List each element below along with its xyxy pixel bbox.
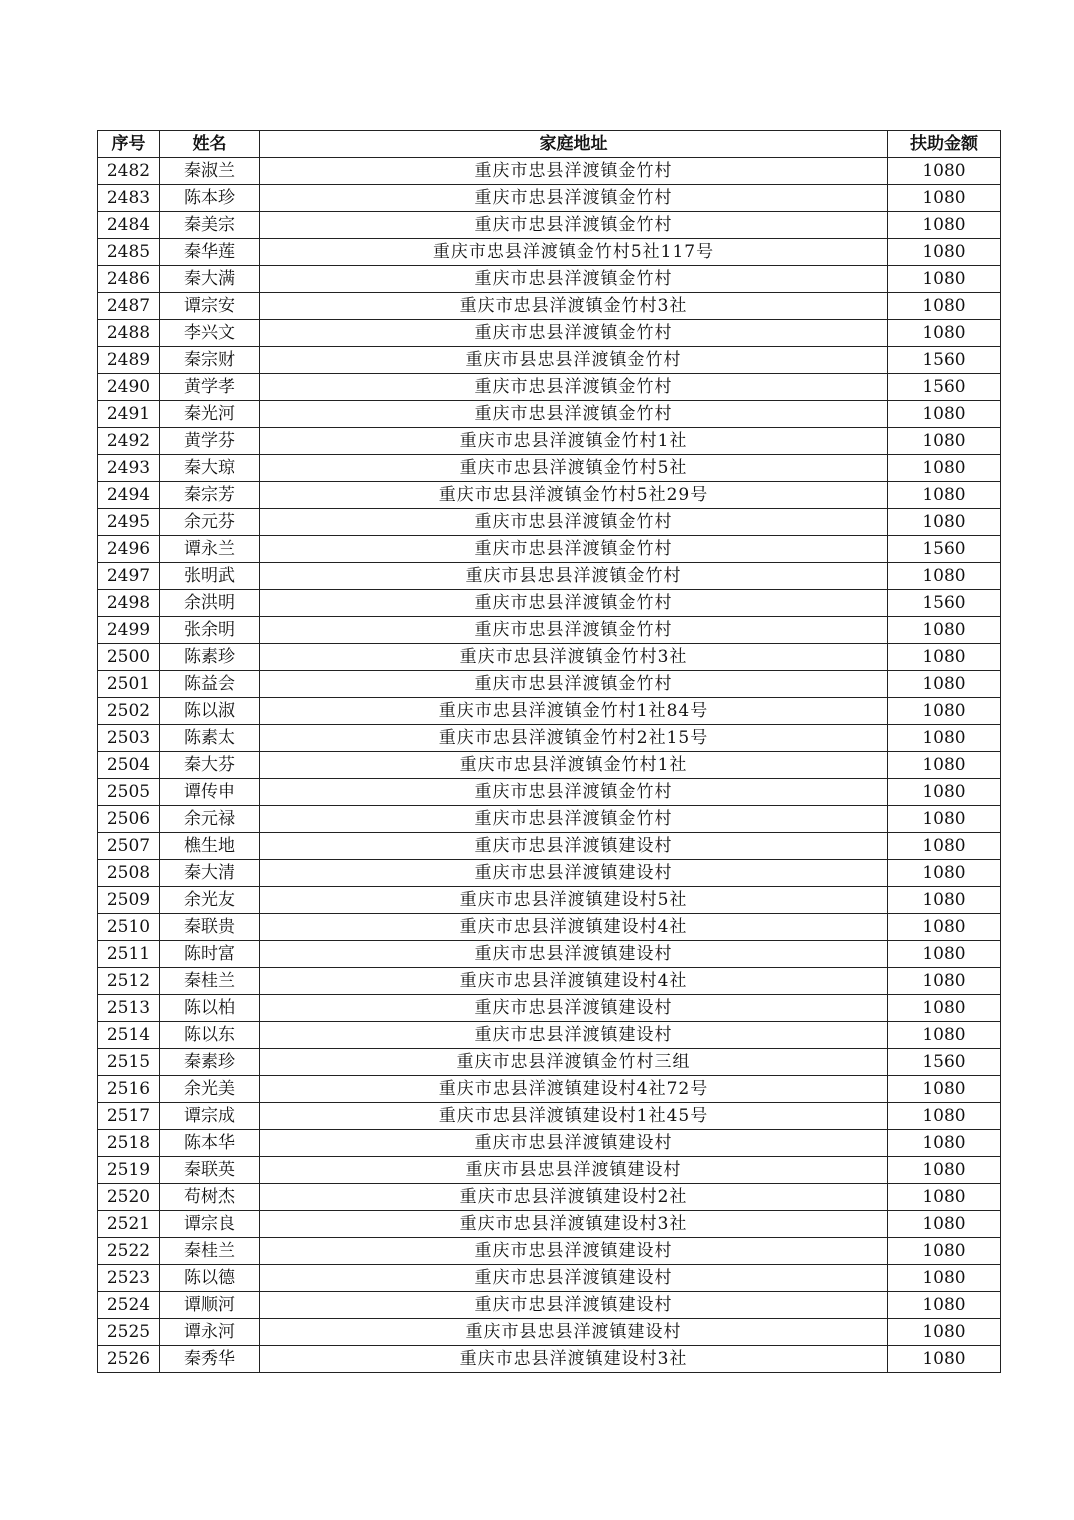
home-address-cell: 重庆市忠县洋渡镇金竹村1社 — [260, 428, 888, 455]
subsidy-amount-cell: 1080 — [888, 1211, 1001, 1238]
serial-number-cell: 2509 — [98, 887, 160, 914]
home-address-cell: 重庆市忠县洋渡镇金竹村 — [260, 590, 888, 617]
subsidy-amount-cell: 1080 — [888, 644, 1001, 671]
home-address-cell: 重庆市忠县洋渡镇建设村 — [260, 1292, 888, 1319]
subsidy-amount-cell: 1080 — [888, 320, 1001, 347]
home-address-cell: 重庆市忠县洋渡镇金竹村3社 — [260, 293, 888, 320]
table-row — [98, 1292, 1001, 1319]
serial-number-cell: 2504 — [98, 752, 160, 779]
name-cell: 陈以德 — [160, 1265, 260, 1292]
table-row — [98, 833, 1001, 860]
subsidy-amount-cell: 1080 — [888, 428, 1001, 455]
subsidy-amount-cell: 1080 — [888, 752, 1001, 779]
home-address-cell: 重庆市忠县洋渡镇金竹村 — [260, 509, 888, 536]
serial-number-cell: 2503 — [98, 725, 160, 752]
table-row — [98, 482, 1001, 509]
serial-number-cell: 2525 — [98, 1319, 160, 1346]
table-row — [98, 1238, 1001, 1265]
subsidy-amount-cell: 1080 — [888, 509, 1001, 536]
home-address-cell: 重庆市忠县洋渡镇建设村 — [260, 941, 888, 968]
subsidy-amount-cell: 1080 — [888, 1319, 1001, 1346]
table-row — [98, 1157, 1001, 1184]
serial-number-cell: 2495 — [98, 509, 160, 536]
serial-number-cell: 2488 — [98, 320, 160, 347]
serial-number-cell: 2486 — [98, 266, 160, 293]
table-row — [98, 563, 1001, 590]
table-row — [98, 455, 1001, 482]
serial-number-cell: 2506 — [98, 806, 160, 833]
serial-number-cell: 2499 — [98, 617, 160, 644]
serial-number-cell: 2485 — [98, 239, 160, 266]
subsidy-amount-cell: 1080 — [888, 266, 1001, 293]
name-cell: 张明武 — [160, 563, 260, 590]
home-address-cell: 重庆市忠县洋渡镇金竹村 — [260, 374, 888, 401]
home-address-cell: 重庆市忠县洋渡镇建设村 — [260, 1238, 888, 1265]
table-row — [98, 239, 1001, 266]
subsidy-amount-cell: 1080 — [888, 239, 1001, 266]
serial-number-cell: 2490 — [98, 374, 160, 401]
serial-number-cell: 2496 — [98, 536, 160, 563]
table-row — [98, 860, 1001, 887]
subsidy-amount-cell: 1080 — [888, 293, 1001, 320]
home-address-cell: 重庆市县忠县洋渡镇建设村 — [260, 1319, 888, 1346]
serial-number-cell: 2520 — [98, 1184, 160, 1211]
name-cell: 谭顺河 — [160, 1292, 260, 1319]
name-cell: 谭传申 — [160, 779, 260, 806]
table-row — [98, 320, 1001, 347]
home-address-cell: 重庆市忠县洋渡镇金竹村5社 — [260, 455, 888, 482]
subsidy-amount-cell: 1560 — [888, 347, 1001, 374]
subsidy-amount-cell: 1080 — [888, 1346, 1001, 1373]
name-cell: 余元芬 — [160, 509, 260, 536]
serial-number-cell: 2494 — [98, 482, 160, 509]
name-cell: 陈时富 — [160, 941, 260, 968]
subsidy-amount-cell: 1080 — [888, 833, 1001, 860]
table-row — [98, 1319, 1001, 1346]
home-address-cell: 重庆市忠县洋渡镇金竹村三组 — [260, 1049, 888, 1076]
home-address-cell: 重庆市忠县洋渡镇金竹村3社 — [260, 644, 888, 671]
serial-number-cell: 2483 — [98, 185, 160, 212]
name-cell: 秦联贵 — [160, 914, 260, 941]
serial-number-cell: 2493 — [98, 455, 160, 482]
serial-number-cell: 2510 — [98, 914, 160, 941]
subsidy-amount-cell: 1080 — [888, 671, 1001, 698]
table-row — [98, 158, 1001, 185]
serial-number-cell: 2500 — [98, 644, 160, 671]
name-cell: 秦美宗 — [160, 212, 260, 239]
serial-number-cell: 2492 — [98, 428, 160, 455]
serial-number-cell: 2519 — [98, 1157, 160, 1184]
home-address-cell: 重庆市忠县洋渡镇建设村 — [260, 1265, 888, 1292]
home-address-cell: 重庆市忠县洋渡镇金竹村 — [260, 266, 888, 293]
table-row — [98, 1130, 1001, 1157]
table-body — [98, 158, 1001, 1373]
serial-number-cell: 2491 — [98, 401, 160, 428]
home-address-cell: 重庆市忠县洋渡镇建设村 — [260, 995, 888, 1022]
subsidy-amount-cell: 1080 — [888, 563, 1001, 590]
table-row — [98, 968, 1001, 995]
home-address-cell: 重庆市县忠县洋渡镇金竹村 — [260, 563, 888, 590]
serial-number-cell: 2522 — [98, 1238, 160, 1265]
subsidy-amount-cell: 1560 — [888, 374, 1001, 401]
table-row — [98, 914, 1001, 941]
subsidy-amount-cell: 1080 — [888, 455, 1001, 482]
subsidy-amount-cell: 1080 — [888, 995, 1001, 1022]
serial-number-cell: 2489 — [98, 347, 160, 374]
subsidy-amount-cell: 1080 — [888, 158, 1001, 185]
name-cell: 陈益会 — [160, 671, 260, 698]
name-cell: 秦大琼 — [160, 455, 260, 482]
table-row — [98, 293, 1001, 320]
home-address-cell: 重庆市忠县洋渡镇金竹村1社84号 — [260, 698, 888, 725]
serial-number-cell: 2518 — [98, 1130, 160, 1157]
serial-number-cell: 2521 — [98, 1211, 160, 1238]
home-address-cell: 重庆市忠县洋渡镇金竹村5社117号 — [260, 239, 888, 266]
subsidy-amount-cell: 1080 — [888, 860, 1001, 887]
name-cell: 黄学芬 — [160, 428, 260, 455]
name-cell: 秦大清 — [160, 860, 260, 887]
table-row — [98, 806, 1001, 833]
serial-number-cell: 2513 — [98, 995, 160, 1022]
serial-number-cell: 2507 — [98, 833, 160, 860]
header-row — [98, 131, 1001, 158]
table-row — [98, 1211, 1001, 1238]
table-row — [98, 617, 1001, 644]
subsidy-amount-cell: 1080 — [888, 185, 1001, 212]
home-address-cell: 重庆市忠县洋渡镇金竹村 — [260, 185, 888, 212]
header-name: 姓名 — [160, 131, 260, 158]
name-cell: 陈本华 — [160, 1130, 260, 1157]
table-row — [98, 1103, 1001, 1130]
serial-number-cell: 2516 — [98, 1076, 160, 1103]
serial-number-cell: 2502 — [98, 698, 160, 725]
subsidy-amount-cell: 1560 — [888, 1049, 1001, 1076]
name-cell: 谭宗良 — [160, 1211, 260, 1238]
table-row — [98, 1022, 1001, 1049]
subsidy-amount-cell: 1080 — [888, 914, 1001, 941]
subsidy-amount-cell: 1080 — [888, 1238, 1001, 1265]
home-address-cell: 重庆市忠县洋渡镇金竹村 — [260, 212, 888, 239]
name-cell: 张余明 — [160, 617, 260, 644]
subsidy-amount-cell: 1080 — [888, 617, 1001, 644]
subsidy-amount-cell: 1080 — [888, 968, 1001, 995]
subsidy-amount-cell: 1560 — [888, 536, 1001, 563]
name-cell: 秦淑兰 — [160, 158, 260, 185]
subsidy-amount-cell: 1080 — [888, 1103, 1001, 1130]
serial-number-cell: 2508 — [98, 860, 160, 887]
name-cell: 陈以东 — [160, 1022, 260, 1049]
name-cell: 陈素太 — [160, 725, 260, 752]
subsidy-amount-cell: 1560 — [888, 590, 1001, 617]
table-row — [98, 536, 1001, 563]
name-cell: 秦华莲 — [160, 239, 260, 266]
serial-number-cell: 2517 — [98, 1103, 160, 1130]
table-row — [98, 941, 1001, 968]
home-address-cell: 重庆市忠县洋渡镇建设村2社 — [260, 1184, 888, 1211]
home-address-cell: 重庆市忠县洋渡镇金竹村 — [260, 536, 888, 563]
home-address-cell: 重庆市忠县洋渡镇建设村5社 — [260, 887, 888, 914]
home-address-cell: 重庆市忠县洋渡镇金竹村5社29号 — [260, 482, 888, 509]
header-subsidy-amount: 扶助金额 — [888, 131, 1001, 158]
table-row — [98, 590, 1001, 617]
subsidy-amount-cell: 1080 — [888, 725, 1001, 752]
name-cell: 谭宗安 — [160, 293, 260, 320]
name-cell: 秦大满 — [160, 266, 260, 293]
subsidy-amount-cell: 1080 — [888, 698, 1001, 725]
subsidy-amount-cell: 1080 — [888, 212, 1001, 239]
name-cell: 秦联英 — [160, 1157, 260, 1184]
beneficiary-table — [97, 130, 1001, 1373]
table-row — [98, 887, 1001, 914]
serial-number-cell: 2511 — [98, 941, 160, 968]
table-row — [98, 1184, 1001, 1211]
serial-number-cell: 2523 — [98, 1265, 160, 1292]
table-row — [98, 698, 1001, 725]
table-row — [98, 1265, 1001, 1292]
home-address-cell: 重庆市忠县洋渡镇建设村4社 — [260, 968, 888, 995]
name-cell: 余元禄 — [160, 806, 260, 833]
subsidy-amount-cell: 1080 — [888, 779, 1001, 806]
subsidy-amount-cell: 1080 — [888, 1157, 1001, 1184]
serial-number-cell: 2526 — [98, 1346, 160, 1373]
name-cell: 陈以柏 — [160, 995, 260, 1022]
subsidy-amount-cell: 1080 — [888, 1292, 1001, 1319]
table-row — [98, 509, 1001, 536]
table-row — [98, 644, 1001, 671]
table-row — [98, 185, 1001, 212]
home-address-cell: 重庆市县忠县洋渡镇金竹村 — [260, 347, 888, 374]
name-cell: 秦宗芳 — [160, 482, 260, 509]
name-cell: 秦光河 — [160, 401, 260, 428]
home-address-cell: 重庆市忠县洋渡镇金竹村 — [260, 779, 888, 806]
name-cell: 秦秀华 — [160, 1346, 260, 1373]
table-header — [98, 131, 1001, 158]
name-cell: 秦桂兰 — [160, 1238, 260, 1265]
subsidy-amount-cell: 1080 — [888, 1265, 1001, 1292]
home-address-cell: 重庆市忠县洋渡镇金竹村 — [260, 158, 888, 185]
name-cell: 苟树杰 — [160, 1184, 260, 1211]
home-address-cell: 重庆市忠县洋渡镇金竹村 — [260, 401, 888, 428]
home-address-cell: 重庆市忠县洋渡镇建设村3社 — [260, 1211, 888, 1238]
table-row — [98, 374, 1001, 401]
subsidy-amount-cell: 1080 — [888, 401, 1001, 428]
subsidy-amount-cell: 1080 — [888, 887, 1001, 914]
serial-number-cell: 2497 — [98, 563, 160, 590]
subsidy-amount-cell: 1080 — [888, 806, 1001, 833]
name-cell: 秦桂兰 — [160, 968, 260, 995]
table-row — [98, 266, 1001, 293]
name-cell: 余光友 — [160, 887, 260, 914]
table-row — [98, 428, 1001, 455]
home-address-cell: 重庆市忠县洋渡镇金竹村1社 — [260, 752, 888, 779]
home-address-cell: 重庆市忠县洋渡镇金竹村 — [260, 617, 888, 644]
serial-number-cell: 2505 — [98, 779, 160, 806]
subsidy-amount-cell: 1080 — [888, 941, 1001, 968]
home-address-cell: 重庆市忠县洋渡镇金竹村 — [260, 671, 888, 698]
name-cell: 黄学孝 — [160, 374, 260, 401]
table-row — [98, 1076, 1001, 1103]
name-cell: 陈素珍 — [160, 644, 260, 671]
table-row — [98, 671, 1001, 698]
table-row — [98, 1049, 1001, 1076]
serial-number-cell: 2487 — [98, 293, 160, 320]
home-address-cell: 重庆市忠县洋渡镇建设村 — [260, 1022, 888, 1049]
table-row — [98, 212, 1001, 239]
name-cell: 陈本珍 — [160, 185, 260, 212]
home-address-cell: 重庆市忠县洋渡镇建设村4社 — [260, 914, 888, 941]
home-address-cell: 重庆市忠县洋渡镇建设村1社45号 — [260, 1103, 888, 1130]
name-cell: 陈以淑 — [160, 698, 260, 725]
header-serial-number: 序号 — [98, 131, 160, 158]
home-address-cell: 重庆市忠县洋渡镇金竹村 — [260, 806, 888, 833]
subsidy-amount-cell: 1080 — [888, 1130, 1001, 1157]
serial-number-cell: 2498 — [98, 590, 160, 617]
serial-number-cell: 2484 — [98, 212, 160, 239]
serial-number-cell: 2482 — [98, 158, 160, 185]
serial-number-cell: 2512 — [98, 968, 160, 995]
table-row — [98, 779, 1001, 806]
serial-number-cell: 2524 — [98, 1292, 160, 1319]
subsidy-amount-cell: 1080 — [888, 1022, 1001, 1049]
table-row — [98, 995, 1001, 1022]
home-address-cell: 重庆市县忠县洋渡镇建设村 — [260, 1157, 888, 1184]
table-row — [98, 752, 1001, 779]
name-cell: 余洪明 — [160, 590, 260, 617]
table-row — [98, 347, 1001, 374]
home-address-cell: 重庆市忠县洋渡镇金竹村2社15号 — [260, 725, 888, 752]
subsidy-amount-cell: 1080 — [888, 1184, 1001, 1211]
home-address-cell: 重庆市忠县洋渡镇建设村 — [260, 833, 888, 860]
serial-number-cell: 2515 — [98, 1049, 160, 1076]
serial-number-cell: 2501 — [98, 671, 160, 698]
name-cell: 谭永河 — [160, 1319, 260, 1346]
serial-number-cell: 2514 — [98, 1022, 160, 1049]
subsidy-amount-cell: 1080 — [888, 482, 1001, 509]
name-cell: 李兴文 — [160, 320, 260, 347]
name-cell: 谭永兰 — [160, 536, 260, 563]
table-row — [98, 1346, 1001, 1373]
name-cell: 秦宗财 — [160, 347, 260, 374]
name-cell: 樵生地 — [160, 833, 260, 860]
table-row — [98, 725, 1001, 752]
home-address-cell: 重庆市忠县洋渡镇金竹村 — [260, 320, 888, 347]
subsidy-amount-cell: 1080 — [888, 1076, 1001, 1103]
name-cell: 秦大芬 — [160, 752, 260, 779]
name-cell: 谭宗成 — [160, 1103, 260, 1130]
home-address-cell: 重庆市忠县洋渡镇建设村 — [260, 1130, 888, 1157]
name-cell: 秦素珍 — [160, 1049, 260, 1076]
home-address-cell: 重庆市忠县洋渡镇建设村 — [260, 860, 888, 887]
header-home-address: 家庭地址 — [260, 131, 888, 158]
home-address-cell: 重庆市忠县洋渡镇建设村3社 — [260, 1346, 888, 1373]
table-row — [98, 401, 1001, 428]
home-address-cell: 重庆市忠县洋渡镇建设村4社72号 — [260, 1076, 888, 1103]
name-cell: 余光美 — [160, 1076, 260, 1103]
